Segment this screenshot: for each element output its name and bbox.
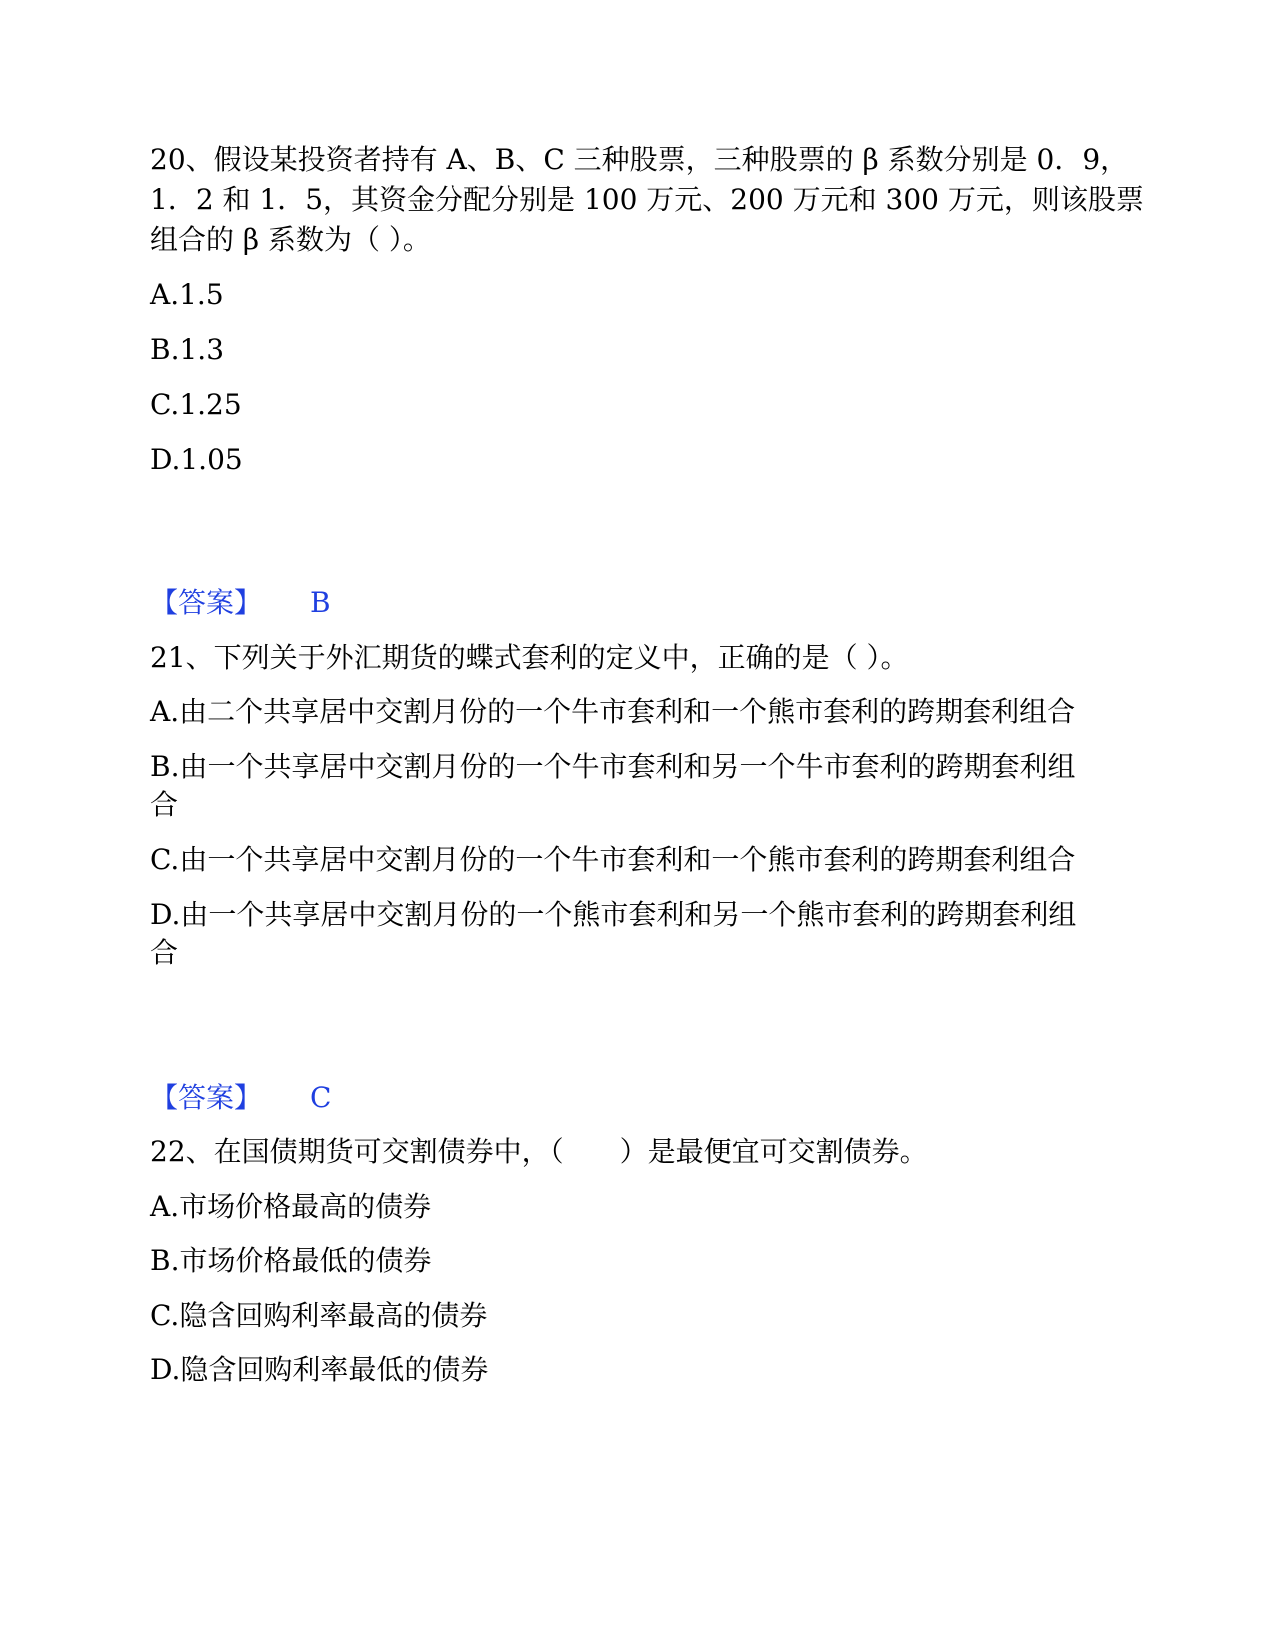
question-20-stem-line-3: 组合的 β 系数为（ ）。	[150, 223, 431, 256]
question-22-option-a: A.市场价格最高的债券	[150, 1190, 432, 1223]
question-22-option-b: B.市场价格最低的债券	[150, 1244, 432, 1277]
question-22-option-c: C.隐含回购利率最高的债券	[150, 1299, 488, 1332]
question-20-stem-line-2: 1．2 和 1．5，其资金分配分别是 100 万元、200 万元和 300 万元，则该股票	[150, 183, 1144, 216]
question-22-stem: 22、在国债期货可交割债券中，（ ）是最便宜可交割债券。	[150, 1135, 928, 1168]
question-22-option-d: D.隐含回购利率最低的债券	[150, 1353, 489, 1386]
question-21-option-d-line-2: 合	[150, 936, 179, 969]
question-21-option-b-line-2: 合	[150, 788, 179, 821]
question-21-option-b-line-1: B.由一个共享居中交割月份的一个牛市套利和另一个牛市套利的跨期套利组	[150, 750, 1076, 783]
question-21-option-d-line-1: D.由一个共享居中交割月份的一个熊市套利和另一个熊市套利的跨期套利组	[150, 898, 1077, 931]
answer-label: 【答案】	[150, 1081, 263, 1114]
question-20-stem-line-1: 20、假设某投资者持有 A、B、C 三种股票，三种股票的 β 系数分别是 0．9，	[150, 143, 1129, 176]
question-20-option-b: B.1.3	[150, 333, 225, 366]
answer-label: 【答案】	[150, 586, 263, 619]
answer-21	[150, 1078, 1110, 1118]
question-21-option-a: A.由二个共享居中交割月份的一个牛市套利和一个熊市套利的跨期套利组合	[150, 695, 1076, 728]
answer-20	[150, 583, 1110, 623]
answer-value: C	[310, 1081, 332, 1114]
question-20-option-c: C.1.25	[150, 388, 242, 421]
question-20-option-a: A.1.5	[150, 278, 224, 311]
question-21-stem: 21、下列关于外汇期货的蝶式套利的定义中，正确的是（ ）。	[150, 641, 909, 674]
question-21-option-c: C.由一个共享居中交割月份的一个牛市套利和一个熊市套利的跨期套利组合	[150, 843, 1076, 876]
answer-value: B	[310, 586, 331, 619]
question-20-option-d: D.1.05	[150, 443, 243, 476]
